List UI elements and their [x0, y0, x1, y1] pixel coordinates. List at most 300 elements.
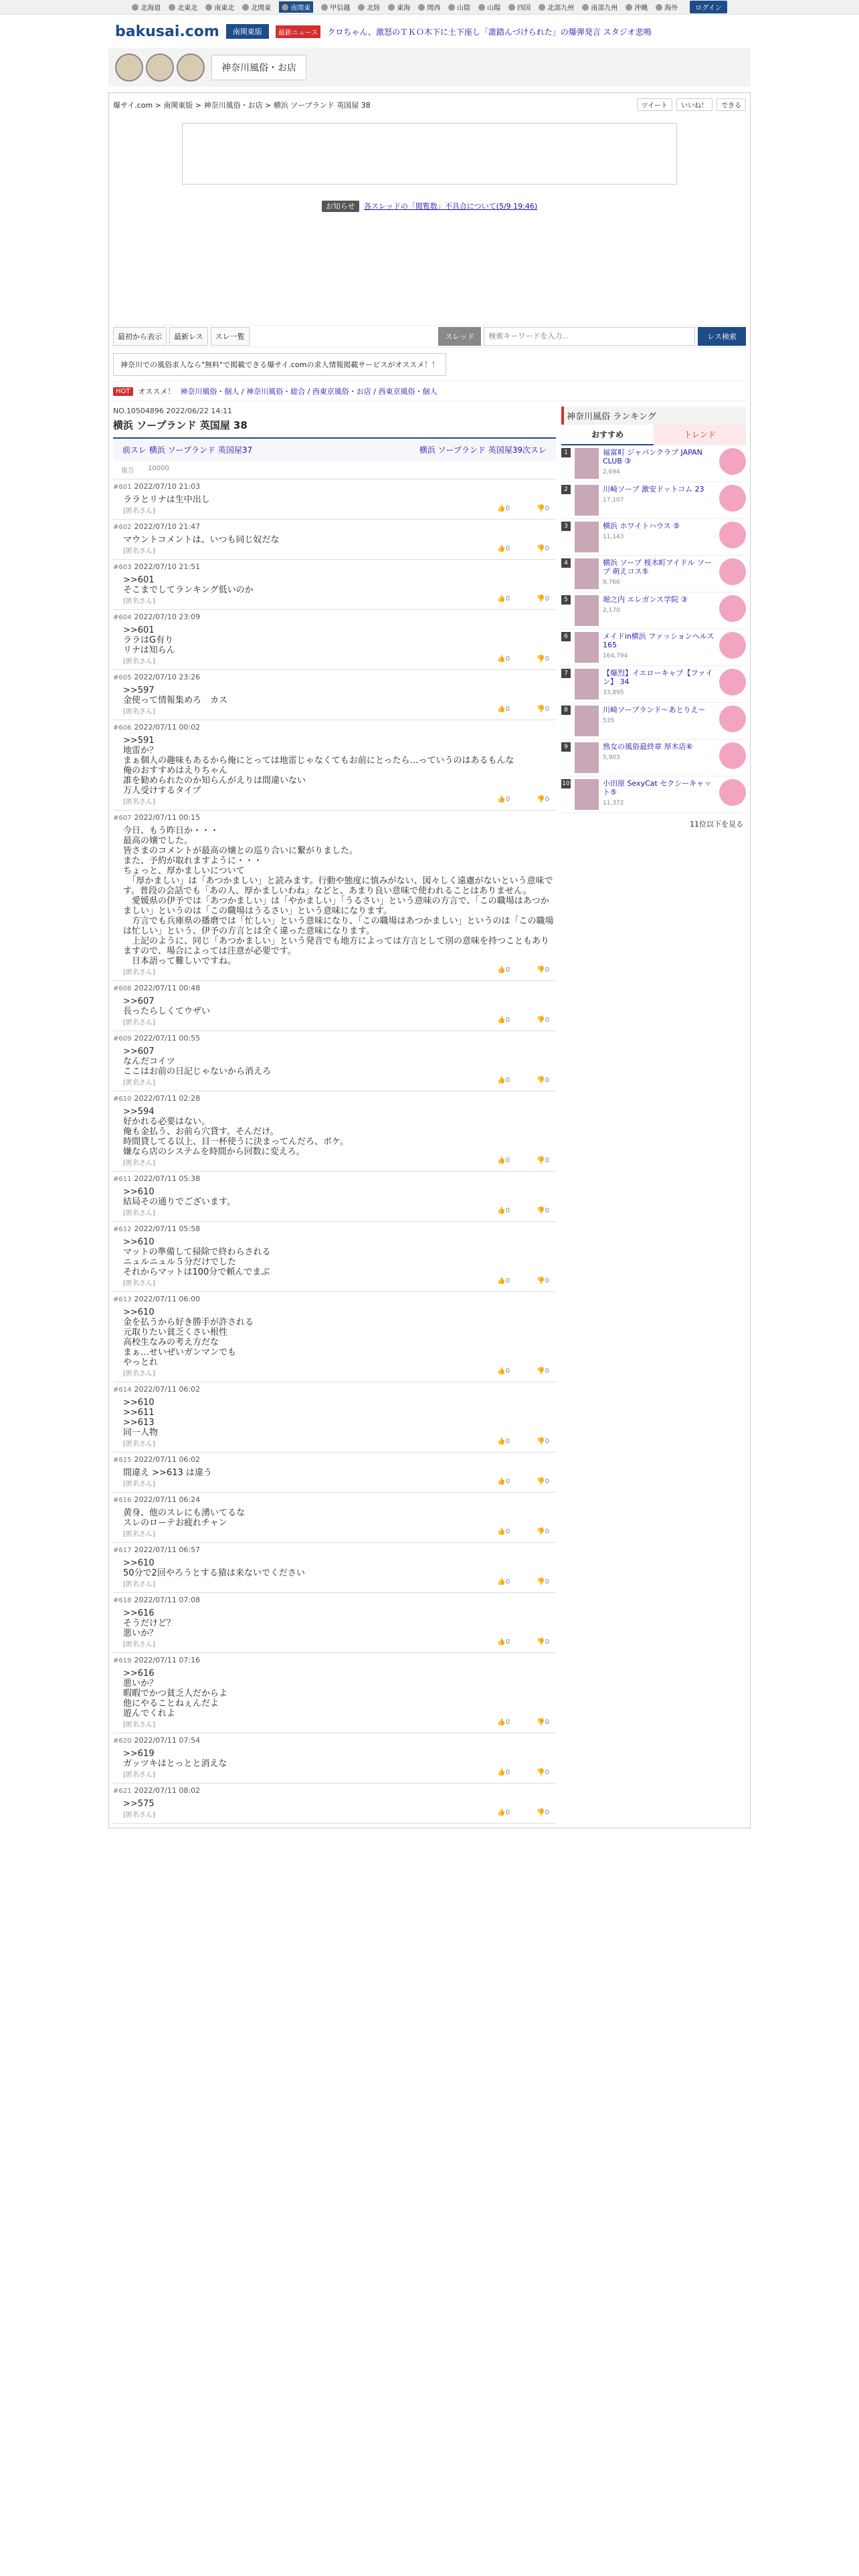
mascot-icon: [719, 632, 746, 659]
region-icon: [242, 4, 249, 11]
upvote-button[interactable]: 👍0: [497, 1809, 510, 1816]
notice-link[interactable]: 各スレッドの「閲覧数」不具合について(5/9 19:46): [364, 202, 538, 211]
thread-title: 横浜 ソープランド 英国屋 38: [113, 419, 248, 431]
region-item[interactable]: [132, 2, 161, 12]
post-footer: [113, 595, 556, 605]
ranking-thread-name[interactable]: 川崎ソープランド〜あとりえ〜: [603, 706, 706, 714]
post-number[interactable]: #620: [113, 1737, 132, 1745]
region-item[interactable]: [418, 2, 440, 12]
upvote-button[interactable]: 👍0: [497, 1016, 510, 1024]
post-author: [匿名さん]: [123, 1019, 155, 1027]
post-number[interactable]: #613: [113, 1296, 132, 1303]
post-date: 2022/07/11 06:02: [134, 1455, 201, 1464]
post-number[interactable]: #616: [113, 1497, 132, 1504]
upvote-button[interactable]: 👍0: [497, 1528, 510, 1535]
post-header: [113, 522, 556, 531]
region-item[interactable]: [626, 2, 648, 12]
ranking-count: 2,694: [603, 469, 620, 475]
post-author: [匿名さん]: [123, 1481, 155, 1488]
post-body: >>619 ガッツキはとっとと消えな: [123, 1749, 227, 1769]
region-icon: [205, 4, 212, 11]
ranking-count: 17,107: [603, 497, 624, 504]
post-body: >>610 50分で2回やろうとする猿は来ないでください: [123, 1558, 305, 1578]
upvote-button[interactable]: 👍0: [497, 1368, 510, 1375]
post-body: >>601 ララはG有り リナは知らん: [123, 625, 175, 655]
post-date: 2022/07/10 21:51: [134, 562, 201, 571]
downvote-button[interactable]: 👎0: [537, 1809, 549, 1816]
post: [113, 1091, 556, 1172]
ranking-item[interactable]: [561, 776, 746, 813]
rank-number: 1: [561, 448, 571, 457]
post-date: 2022/07/11 05:58: [134, 1224, 201, 1233]
area-button[interactable]: 南関東版: [226, 24, 269, 39]
post: [113, 520, 556, 560]
region-label: 四国: [517, 5, 531, 12]
ranking-thread-name[interactable]: 堀之内 エレガンス学院 ③: [603, 595, 688, 604]
region-item[interactable]: [508, 2, 531, 12]
post-author: [匿名さん]: [123, 1079, 155, 1087]
post: [113, 1493, 556, 1543]
rank-number: 8: [561, 706, 571, 715]
region-label: 北陸: [367, 5, 381, 12]
post-footer: [113, 1578, 556, 1588]
ranking-more-link[interactable]: 11位以下を見る: [690, 820, 743, 829]
post-date: 2022/07/11 06:00: [134, 1295, 201, 1303]
region-label: 海外: [664, 5, 678, 12]
region-icon: [418, 4, 425, 11]
ranking-list: [561, 445, 746, 813]
post-footer: [113, 505, 556, 515]
region-icon: [626, 4, 632, 11]
ranking-count: 11,372: [603, 800, 624, 807]
post-footer: [113, 1368, 556, 1378]
thread-toolbar: [113, 325, 746, 348]
thread-thumbnail: [575, 632, 599, 663]
promo-banner[interactable]: 神奈川での風俗求人なら"無料"で掲載できる爆サイ.comの求人情報掲載サービスがオススメ！！: [113, 353, 446, 376]
thread-thumbnail: [575, 669, 599, 700]
post-footer: [113, 1016, 556, 1027]
upvote-button[interactable]: 👍0: [497, 966, 510, 974]
post-header: [113, 1786, 556, 1795]
like-button[interactable]: いいね！: [676, 98, 712, 111]
social-buttons: [637, 98, 747, 111]
post-number[interactable]: #607: [113, 815, 132, 822]
mascot-icon: [719, 448, 746, 475]
rank-number: 7: [561, 669, 571, 678]
post-body: 間違え >>613 は違う: [123, 1468, 212, 1478]
downvote-button[interactable]: 👎0: [537, 966, 549, 974]
post-number[interactable]: #619: [113, 1657, 132, 1665]
rank-number: 5: [561, 595, 571, 605]
post-author: [匿名さん]: [123, 1210, 155, 1217]
post-date: 2022/07/11 02:28: [134, 1094, 201, 1103]
post-author: [匿名さん]: [123, 508, 155, 515]
post: [113, 560, 556, 610]
post-body: >>616 そうだけど？ 悪いか？: [123, 1608, 176, 1638]
downvote-button[interactable]: 👎0: [537, 1207, 549, 1214]
thread-meta: [113, 461, 556, 479]
search-input[interactable]: [484, 327, 695, 346]
thread-thumbnail: [575, 779, 599, 810]
post-number[interactable]: #602: [113, 524, 132, 531]
downvote-button[interactable]: 👎0: [537, 1638, 549, 1646]
post-number[interactable]: #612: [113, 1226, 132, 1233]
rank-number: 2: [561, 485, 571, 494]
upvote-button[interactable]: 👍0: [497, 1277, 510, 1285]
post-author: [匿名さん]: [123, 1721, 155, 1729]
post-date: 2022/07/11 00:02: [134, 723, 201, 732]
post: [113, 1172, 556, 1222]
ranking-count: 164,794: [603, 653, 628, 659]
post-author: [匿名さん]: [123, 798, 155, 806]
post-body: >>610 >>611 >>613 同一人物: [123, 1398, 159, 1438]
post-author: [匿名さん]: [123, 1280, 155, 1287]
thread-list-button[interactable]: スレ一覧: [211, 327, 250, 346]
upvote-button[interactable]: 👍0: [497, 1719, 510, 1726]
mascot-icon: [719, 742, 746, 769]
tweet-button[interactable]: ツイート: [637, 98, 673, 111]
region-item[interactable]: [169, 2, 197, 12]
osusume-links[interactable]: 神奈川風俗・個人 / 神奈川風俗・総合 / 西東京風俗・お店 / 西東京風俗・個人: [180, 387, 438, 396]
region-item[interactable]: [478, 2, 500, 12]
post-date: 2022/07/10 21:03: [134, 482, 201, 491]
mascot-icon: [719, 669, 746, 695]
post-header: [113, 1034, 556, 1043]
thread-number: NO.10504896 2022/06/22 14:11: [113, 407, 233, 415]
site-logo[interactable]: bakusai.com: [115, 23, 219, 40]
region-icon: [448, 4, 455, 11]
upvote-button[interactable]: 👍0: [497, 706, 510, 713]
upvote-button[interactable]: 👍0: [497, 545, 510, 552]
post-header: [113, 1736, 556, 1745]
downvote-button[interactable]: 👎0: [537, 505, 549, 512]
ranking-item[interactable]: [561, 482, 746, 519]
post-date: 2022/07/11 07:08: [134, 1596, 201, 1604]
osusume-label: オススメ！: [138, 387, 175, 396]
post-footer: [113, 796, 556, 806]
post: [113, 1733, 556, 1784]
region-item[interactable]: [388, 2, 410, 12]
post-body: >>575: [123, 1799, 155, 1809]
downvote-button[interactable]: 👎0: [537, 706, 549, 713]
post-body: >>610 金を払うから好き勝手が許される 元取りたい貧乏くさい根性 高校生なみの考え方だな まぁ…せいぜいガンマンでも やっとれ: [123, 1307, 254, 1368]
news-headline[interactable]: クロちゃん、激怒のＴＫＯ木下に土下座し「誰踏んづけられた」の爆弾発言 スタジオ悲鳴: [327, 27, 652, 37]
mascot-icon: [719, 595, 746, 622]
region-label: 南東北: [214, 5, 235, 12]
region-item[interactable]: [582, 2, 617, 12]
ranking-item[interactable]: [561, 703, 746, 740]
thread-thumbnail: [575, 706, 599, 736]
post-body: 今日、もう昨日か・・・ 最高の嬢でした。 皆さまのコメントが最高の嬢との巡り合いに繋がりました。 また、予約が取れますように・・・ ちょっと、厚かましいについて 「厚かましい」は「あつかましい」と読みます。行動や態度に慎みがない、図々しく遠慮がないという意味です。普段の会話でも「あの人、厚かましいわね」などと、あまり良い意味で使われることはありません。 愛媛県の伊予では「あつかましい」は「やかましい」「うるさい」という意味の方言で、「この職場はあつかましい」というのは「この職場はうるさい」という意味になります。 方言でも兵庫県の播磨では「忙しい」という意味になり、「この職場はあつかましい」というのは「この職場は忙しい」という、伊予の方言とは全く違った意味になります。 上記のように、同じ「あつかましい」という発音でも地方によっては方言として別の意味を持つこともありますので、場合によっては注意が必要です。 日本語って難しいですね。: [123, 826, 554, 966]
post-body: >>610 結局その通りでございます。: [123, 1187, 235, 1207]
post-footer: [113, 655, 556, 665]
ranking-item[interactable]: [561, 519, 746, 556]
downvote-button[interactable]: 👎0: [537, 1769, 549, 1776]
region-item[interactable]: [321, 2, 350, 12]
post-body: >>607 なんだコイツ ここはお前の日記じゃないから消えろ: [123, 1047, 272, 1077]
mascot-icon: [719, 706, 746, 732]
downvote-button[interactable]: 👎0: [537, 1528, 549, 1535]
post-author: [匿名さん]: [123, 1160, 155, 1167]
post-author: [匿名さん]: [123, 548, 155, 555]
upvote-button[interactable]: 👍0: [497, 1769, 510, 1776]
post: [113, 1222, 556, 1292]
ranking-thread-name[interactable]: 【爆烈】イエローキャブ【ファイン】 34: [603, 669, 713, 686]
post-number[interactable]: #601: [113, 484, 132, 491]
downvote-button[interactable]: 👎0: [537, 1578, 549, 1586]
mascot-icon: [719, 485, 746, 512]
latest-button[interactable]: 最新レス: [169, 327, 208, 346]
region-label: 関西: [427, 5, 441, 12]
post-body: 黄身、他のスレにも湧いてるな スレのローテお疲れチャン: [123, 1508, 246, 1528]
search-scope-select[interactable]: スレッド: [438, 327, 481, 346]
ranking-item[interactable]: [561, 740, 746, 776]
post: [113, 670, 556, 720]
upvote-button[interactable]: 👍0: [497, 1638, 510, 1646]
post-number[interactable]: #603: [113, 564, 132, 571]
rank-number: 3: [561, 522, 571, 531]
post: [113, 1543, 556, 1593]
upvote-button[interactable]: 👍0: [497, 1207, 510, 1214]
post-number[interactable]: #611: [113, 1176, 132, 1183]
post-date: 2022/07/11 00:48: [134, 984, 201, 992]
downvote-button[interactable]: 👎0: [537, 1478, 549, 1485]
report-link[interactable]: 報告: [121, 467, 134, 475]
ranking-count: 535: [603, 718, 615, 724]
post-number[interactable]: #614: [113, 1386, 132, 1394]
search-button[interactable]: レス検索: [698, 327, 746, 346]
post-header: [113, 1455, 556, 1464]
news-tag: 最新ニュース: [276, 25, 321, 38]
login-button[interactable]: ログイン: [690, 1, 727, 13]
post-body: >>616 悪いか？ 暇暇でかつ貧乏人だからよ 他にやることねぇんだよ 遊んでくれよ: [123, 1669, 228, 1719]
post-number[interactable]: #615: [113, 1457, 132, 1464]
upvote-button[interactable]: 👍0: [497, 796, 510, 803]
ranking-thread-name[interactable]: 福富町 ジャパンクラブ JAPAN CLUB ③: [603, 448, 702, 465]
post-header: [113, 673, 556, 681]
ad-space: [113, 211, 746, 325]
downvote-button[interactable]: 👎0: [537, 1438, 549, 1445]
view-count: 10000: [148, 465, 169, 472]
post: [113, 1784, 556, 1824]
post-header: [113, 723, 556, 732]
category-title[interactable]: 神奈川風俗・お店: [211, 55, 306, 80]
ranking-thread-name[interactable]: 横浜 ホワイトハウス ⑤: [603, 522, 680, 530]
post-date: 2022/07/11 00:15: [134, 813, 201, 822]
post-author: [匿名さん]: [123, 969, 155, 976]
first-button[interactable]: 最初から表示: [113, 327, 167, 346]
ranking-item[interactable]: [561, 445, 746, 482]
rank-number: 9: [561, 742, 571, 752]
post-body: >>597 金使って情報集めろ カス: [123, 685, 228, 706]
post-date: 2022/07/11 07:54: [134, 1736, 201, 1745]
region-icon: [358, 4, 365, 11]
ranking-item[interactable]: [561, 593, 746, 629]
downvote-button[interactable]: 👎0: [537, 1077, 549, 1084]
post-body: >>591 地雷か？ まぁ個人の趣味もあるから俺にとっては地雷じゃなくてもお前にとったら…っていうのはあるもんな 俺のおすすめはえりちゃん 誰を勧められたのか知らんがえりは間違いない 万人受けするタイプ: [123, 736, 514, 796]
post-author: [匿名さん]: [123, 1641, 155, 1648]
prev-thread-link[interactable]: 前スレ 横浜 ソープランド 英国屋37: [122, 445, 253, 455]
downvote-button[interactable]: 👎0: [537, 1719, 549, 1726]
ranking-item[interactable]: [561, 666, 746, 703]
osusume-bar: [113, 381, 746, 401]
region-item[interactable]: [358, 2, 380, 12]
ranking-thread-name[interactable]: 熟女の風俗最終章 厚木店⑥: [603, 742, 693, 751]
hot-badge: HOT: [113, 387, 133, 396]
post-header: [113, 1495, 556, 1504]
ranking-thread-name[interactable]: メイドin横浜 ファッションヘルス 165: [603, 632, 714, 649]
region-icon: [282, 4, 288, 11]
rank-number: 4: [561, 558, 571, 568]
post-body: >>601 そこまでしてランキング低いのか: [123, 575, 254, 595]
mascot-icon: [719, 558, 746, 585]
post-number[interactable]: #605: [113, 674, 132, 681]
ranking-tabs: [561, 425, 746, 445]
region-item[interactable]: [448, 2, 470, 12]
region-icon: [388, 4, 395, 11]
region-label: 山陽: [487, 5, 501, 12]
post-header: [113, 1596, 556, 1604]
region-icon: [478, 4, 485, 11]
ranking-item[interactable]: [561, 556, 746, 593]
post-author: [匿名さん]: [123, 1370, 155, 1378]
post-footer: [113, 1769, 556, 1779]
main-content: [108, 92, 751, 1828]
post-author: [匿名さん]: [123, 708, 155, 716]
post-body: >>594 好かれる必要はない。 俺も金払う、お前ら穴貸す。そんだけ。 時間貸してる以上、目一杯使うに決まってんだろ、ボケ。 嫌なら店のシステムを時間から回数に変えろ。: [123, 1107, 349, 1157]
upvote-button[interactable]: 👍0: [497, 505, 510, 512]
post: [113, 1292, 556, 1382]
upvote-button[interactable]: 👍0: [497, 1478, 510, 1485]
mascot-icon: [719, 522, 746, 548]
downvote-button[interactable]: 👎0: [537, 595, 549, 603]
downvote-button[interactable]: 👎0: [537, 545, 549, 552]
notice-tag: お知らせ: [322, 201, 359, 212]
post: [113, 610, 556, 670]
tab-recommended[interactable]: おすすめ: [561, 425, 654, 445]
region-icon: [169, 4, 175, 11]
region-label: 南部九州: [591, 5, 618, 12]
region-item[interactable]: [205, 2, 234, 12]
tab-trend[interactable]: トレンド: [654, 425, 746, 445]
ranking-item[interactable]: [561, 629, 746, 666]
post-header: [113, 1174, 556, 1183]
post-author: [匿名さん]: [123, 1581, 155, 1588]
post-date: 2022/07/11 07:16: [134, 1656, 201, 1665]
post: [113, 720, 556, 811]
region-icon: [656, 4, 662, 11]
thread-thumbnail: [575, 522, 599, 552]
region-label: 北東北: [177, 5, 198, 12]
breadcrumb[interactable]: 爆サイ.com > 南関東版 > 神奈川風俗・お店 > 横浜 ソープランド 英国屋 38: [113, 100, 371, 110]
upvote-button[interactable]: 👍0: [497, 1438, 510, 1445]
downvote-button[interactable]: 👎0: [537, 655, 549, 663]
upvote-button[interactable]: 👍0: [497, 1157, 510, 1164]
ranking-thread-name[interactable]: 小田原 SexyCat セクシーキャット⑤: [603, 779, 712, 796]
post-header: [113, 1295, 556, 1303]
post-footer: [113, 1809, 556, 1819]
post: [113, 1031, 556, 1091]
thread-thumbnail: [575, 742, 599, 773]
post-footer: [113, 1719, 556, 1729]
rank-number: 10: [562, 780, 570, 787]
upvote-button[interactable]: 👍0: [497, 1077, 510, 1084]
post-footer: [113, 1277, 556, 1287]
region-label: 東海: [397, 5, 411, 12]
post-date: 2022/07/11 05:38: [134, 1174, 201, 1183]
dekiru-button[interactable]: できる: [717, 98, 746, 111]
post-number[interactable]: #617: [113, 1547, 132, 1554]
region-icon: [321, 4, 328, 11]
ranking-count: 11,143: [603, 534, 624, 540]
post-date: 2022/07/11 08:02: [134, 1786, 201, 1795]
category-banner: [108, 48, 751, 87]
post-author: [匿名さん]: [123, 1440, 155, 1448]
ranking-count: 9,766: [603, 579, 620, 586]
post-footer: [113, 545, 556, 555]
post-number[interactable]: #609: [113, 1035, 132, 1043]
thread-column: [113, 407, 556, 1824]
downvote-button[interactable]: 👎0: [537, 796, 549, 803]
post-number[interactable]: #610: [113, 1095, 132, 1103]
region-icon: [508, 4, 515, 11]
downvote-button[interactable]: 👎0: [537, 1368, 549, 1375]
post-author: [匿名さん]: [123, 598, 155, 605]
post: [113, 1653, 556, 1733]
ranking-thread-name[interactable]: 横浜 ソープ 桜木町アイドル ソープ 萌えコス⑤: [603, 558, 712, 576]
post-number[interactable]: #621: [113, 1788, 132, 1795]
post-body: >>610 マットの準備して掃除で終わらされる ニュルニュル５分だけでした それからマットは100分で頼んでまぶ: [123, 1237, 271, 1277]
post-number[interactable]: #608: [113, 985, 132, 992]
notice: [113, 201, 746, 211]
post-footer: [113, 1157, 556, 1167]
post-header: [113, 562, 556, 571]
post-footer: [113, 1638, 556, 1648]
region-item[interactable]: [539, 2, 574, 12]
rank-number: 6: [561, 632, 571, 641]
downvote-button[interactable]: 👎0: [537, 1277, 549, 1285]
upvote-button[interactable]: 👍0: [497, 655, 510, 663]
post-author: [匿名さん]: [123, 1531, 155, 1538]
post-footer: [113, 1438, 556, 1448]
post-number[interactable]: #618: [113, 1597, 132, 1604]
region-item[interactable]: [656, 2, 678, 12]
upvote-button[interactable]: 👍0: [497, 595, 510, 603]
post-date: 2022/07/11 06:02: [134, 1385, 201, 1394]
downvote-button[interactable]: 👎0: [537, 1157, 549, 1164]
downvote-button[interactable]: 👎0: [537, 1016, 549, 1024]
ranking-thread-name[interactable]: 川崎ソープ 激安ドットコム 23: [603, 485, 704, 494]
region-item[interactable]: [279, 1, 313, 13]
post-number[interactable]: #604: [113, 614, 132, 621]
region-item[interactable]: [242, 2, 271, 12]
post-footer: [113, 1077, 556, 1087]
region-label: 山陰: [457, 5, 471, 12]
next-thread-link[interactable]: 横浜 ソープランド 英国屋39次スレ: [419, 445, 547, 455]
region-label: 南関東: [290, 5, 311, 12]
region-icon: [132, 4, 138, 11]
post-date: 2022/07/10 23:09: [134, 613, 201, 621]
region-label: 甲信越: [330, 5, 351, 12]
post-date: 2022/07/11 00:55: [134, 1034, 201, 1043]
post-body: ララとリナは生中出し: [123, 495, 210, 505]
post-number[interactable]: #606: [113, 724, 132, 732]
post-header: [113, 613, 556, 621]
site-header: [108, 15, 751, 48]
avatar: [115, 53, 143, 82]
ranking-sidebar: [561, 407, 746, 1824]
upvote-button[interactable]: 👍0: [497, 1578, 510, 1586]
